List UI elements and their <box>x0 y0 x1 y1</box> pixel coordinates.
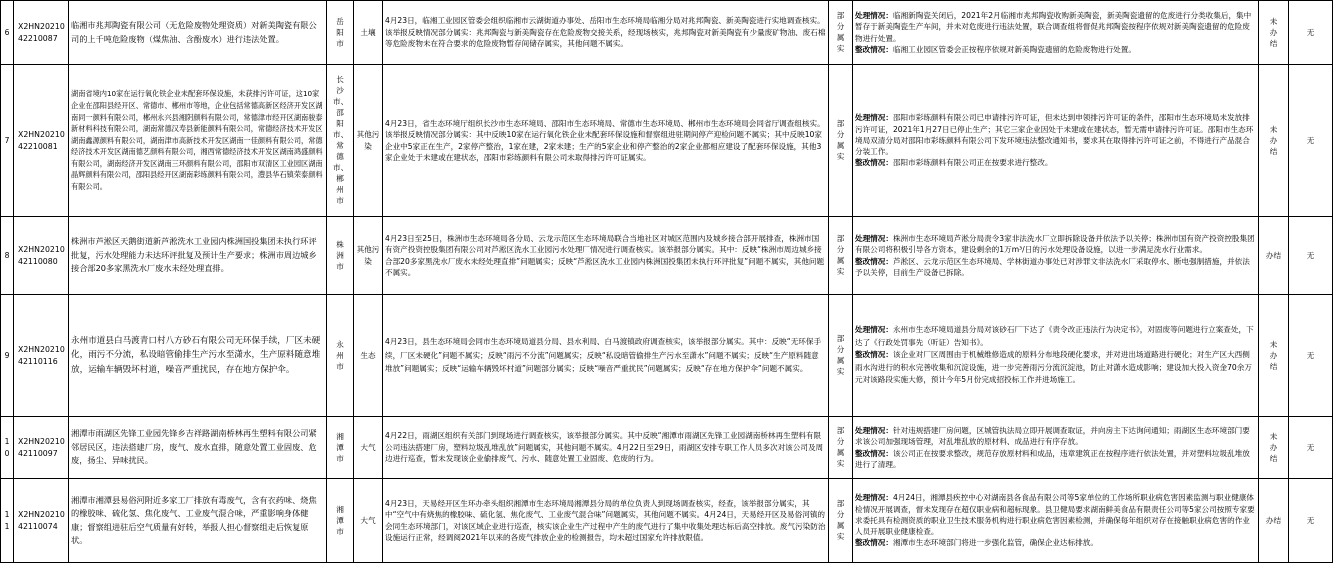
handling-label: 处理情况： <box>855 234 893 244</box>
table-row <box>1 217 1333 295</box>
problem-text: 株洲市芦淞区天鹅街道新芦淞洗水工业园内株洲国投集团未执行环评批复，污水处理能力未达环评批复及预计生产要求；株洲市周边城乡接合部20多家黑洗水厂废水未经处理直排。 <box>69 217 327 295</box>
rectify-text: 邵阳市彩练颜料有限公司正在按要求进行整改。 <box>892 158 1053 168</box>
status-text: 未办结 <box>1269 431 1278 463</box>
pollution-category: 大气 <box>354 479 383 563</box>
location-text: 岳阳市 <box>336 16 344 48</box>
verdict <box>829 217 853 295</box>
verdict-text: 部分属实 <box>836 234 845 277</box>
problem-text: 临湘市兆邦陶瓷有限公司（无危险废物处理资质）对新美陶瓷有限公司的上千吨危险废物（煤焦油、含酚废水）进行违法处置。 <box>69 1 327 65</box>
rectify-label: 整改情况： <box>855 448 893 458</box>
handling-cell <box>853 479 1259 563</box>
rectify-label: 整改情况： <box>855 44 893 54</box>
row-number: 11 <box>1 479 14 563</box>
accountability: 无 <box>1289 479 1333 563</box>
investigation-text: 4月23日，天易经开区生环办牵头组织湘潭市生态环境局湘潭县分局的单位负责人到现场调查核实，经查，该举报部分属实，其中“空气中有烧焦的橡胶味、硫化氢、焦化废气、工业废气混合味”问题属实，其他问题不属实。4月24日，天易经开区及易俗河镇的会同生态环境部门，对该区域企业进行巡查，核实该企业生产过程中产生的废气进行了集中收集处理达标后高空排放。废气污染防治设施运行正常，经调阅2021年以来的各废气排放企业的检测报告，均未超过国家允许排放限值。 <box>383 479 829 563</box>
status: 办结 <box>1259 217 1289 295</box>
location-text: 株洲市 <box>336 239 344 271</box>
table-row <box>1 417 1333 479</box>
rectify-label: 整改情况： <box>855 538 893 548</box>
verdict <box>829 417 853 479</box>
row-number: 6 <box>1 1 14 65</box>
location <box>327 295 354 417</box>
verdict-text: 部分属实 <box>836 11 845 54</box>
table-row <box>1 295 1333 417</box>
case-id: X2HN2021042210081 <box>14 65 69 217</box>
handling-text: 株洲市生态环境局芦淞分局责令3家非法洗水厂立即拆除设备并依法予以关停；株洲市国有资产投资控股集团有限公司将积极引导各方资本，建设剩余的1万m³/日的污水处理设备设施，以进一步满足洗水行业需求。 <box>855 234 1255 255</box>
location <box>327 65 354 217</box>
handling-label: 处理情况： <box>855 11 893 21</box>
rectify-text: 芦淞区、云龙示范区生态环境局、学林街道办事处已对涉罪文非法洗水厂采取停水、断电强制措施，并依法予以关停，目前生产设备已拆除。 <box>855 256 1250 277</box>
handling-label: 处理情况： <box>855 113 893 123</box>
investigation-text: 4月23日至25日，株洲市生态环境局各分局、云龙示范区生态环境局联合当地社区对城区范围内及城乡接合部开展排查，株洲市国有资产投资控股集团有限公司对芦淞区洗水工业园污水处理厂情况进行调查核实。该举报部分属实。其中：反映“株洲市周边城乡接合部20多家黑洗水厂废水未经处理直排”问题属实；反映“芦淞区洗水工业园内株洲国投集团未执行环评批复”问题不属实，其他问题不属实。 <box>383 217 829 295</box>
rectify-label: 整改情况： <box>855 158 893 168</box>
pollution-category: 土壤 <box>354 1 383 65</box>
status-text: 未办结 <box>1269 339 1278 371</box>
verdict-text: 部分属实 <box>836 119 845 162</box>
investigation-text: 4月23日，临湘工业园区管委会组织临湘市云湖街道办事处、岳阳市生态环境局临湘分局对兆邦陶瓷、新美陶瓷进行实地调查核实。该举报反映情况部分属实：兆邦陶瓷与新美陶瓷存在危险废物交接关系，经现场核实，兆邦陶瓷对新美陶瓷有少量废矿物油、废石棉等危险废物未在符合要求的危险废物暂存间储存属实，其他问题不属实。 <box>383 1 829 65</box>
status-text: 未办结 <box>1269 124 1278 156</box>
location <box>327 217 354 295</box>
table-row <box>1 65 1333 217</box>
case-id: X2HN2021042110080 <box>14 217 69 295</box>
handling-cell <box>853 1 1259 65</box>
verdict-text: 部分属实 <box>836 426 845 469</box>
rectify-text: 该公司正在按要求整改，规范存放原材料和成品，违章建筑正在按程序进行依法处置，并对塑料垃圾乱堆放进行了清理。 <box>855 448 1250 469</box>
location <box>327 417 354 479</box>
row-number: 8 <box>1 217 14 295</box>
status <box>1259 1 1289 65</box>
verdict <box>829 65 853 217</box>
rectify-text: 临湘工业园区管委会正按程序依规对新美陶瓷遗留的危险废物进行处置。 <box>892 44 1136 54</box>
investigation-text: 4月23日，省生态环境厅组织长沙市生态环境局、邵阳市生态环境局、常德市生态环境局、郴州市生态环境局会同省厅调查组核实。该举报反映情况部分属实：其中反映10家在运行氧化铁企业未配套环保设施和督察组进驻期间停产迎检问题不属实；其中反映10家企业中5家正在生产，2家停产整治，1家在建，2家未建；生产的5家企业和停产整治的2家企业都相应建设了配套环保设施，其他3家企业处于未建或在建状态，邵阳市彩练颜料有限公司未取得排污许可证属实。 <box>383 65 829 217</box>
location-text: 永州市 <box>336 339 344 371</box>
problem-text: 湖南省境内10家在运行氧化铁企业未配套环保设施，未获排污许可证，这10家企业在邵阳县经开区、常德市、郴州市等地，企业包括常德高新区经济开发区湖南同一颜料有限公司，郴州永兴县湘阴颜料有限公司，常德津市经开区湖南骏泰新材料科技有限公司，湖南常德汉寿县新能颜料有限公司，常德经济技术开发区湖南鑫源颜料有限公司，湖南津市高新技术开发区湖南一佳颜料有限公司，常德经济技术开发区湖南德艺颜料有限公司，湘西常德经济技术开发区湖南鸿盛颜料有限公司，湖南经济开发区湖南三环颜料有限公司，邵阳市双清区工业园区湖南晶辉颜料有限公司，邵阳县经开区湖南彩练颜料有限公司，澧县华石镇荣泰颜料有限公司。 <box>69 65 327 217</box>
verdict <box>829 1 853 65</box>
rectify-label: 整改情况： <box>855 350 893 360</box>
pollution-category: 其他污染 <box>354 65 383 217</box>
accountability: 无 <box>1289 217 1333 295</box>
pollution-category: 其他污染 <box>354 217 383 295</box>
verdict-text: 部分属实 <box>836 334 845 377</box>
table-row <box>1 479 1333 563</box>
location-text: 湘潭市 <box>336 504 344 536</box>
row-number: 10 <box>1 417 14 479</box>
status: 办结 <box>1259 479 1289 563</box>
status <box>1259 295 1289 417</box>
handling-text: 临湘新陶瓷关闭后，2021年2月临湘市兆邦陶瓷收购新美陶瓷，新美陶瓷遗留的危废进行分类收集后，集中暂存于新美陶瓷生产车间，并未对危废进行违法处置，联合调查组将督促兆邦陶瓷按程序依规对新美陶瓷遗留的危险废物进行处置。 <box>855 11 1252 43</box>
accountability: 无 <box>1289 65 1333 217</box>
handling-label: 处理情况： <box>855 325 893 335</box>
problem-text: 湘潭市雨湖区先锋工业园先锋乡吉祥路湖南桥林再生塑料有限公司紧邻居民区，违法搭建厂房，废气、废水直排，随意处置工业固废、危废，扬尘、异味扰民。 <box>69 417 327 479</box>
table-row <box>1 1 1333 65</box>
problem-text: 湘潭市湘潭县易俗河附近多家工厂排放有毒废气，含有衣药味、烧焦的橡胶味、硫化氢、焦化废气、工业废气混合味，严重影响身体健康；督察组进驻后空气质量有好转，举报人担心督察组走后恢复原状。 <box>69 479 327 563</box>
handling-cell <box>853 217 1259 295</box>
case-id: X2HN2021042110074 <box>14 479 69 563</box>
handling-cell <box>853 295 1259 417</box>
accountability: 无 <box>1289 417 1333 479</box>
pollution-category: 生态 <box>354 295 383 417</box>
case-id: X2HN2021042110116 <box>14 295 69 417</box>
case-id: X2HN2021042110097 <box>14 417 69 479</box>
status <box>1259 65 1289 217</box>
handling-text: 邵阳市彩练颜料有限公司已申请排污许可证，但未达到申领排污许可证的条件，邵阳市生态环境局未发放排污许可证，2021年1月27日已停止生产；其它三家企业因处于未建或在建状态，暂无需申请排污许可证。邵阳市生态环境局双清分局对邵阳市彩练颜料有限公司下发环境违法整改通知书，要求其在取得排污许可证之前，不得进行产品混合分装工作。 <box>855 113 1254 157</box>
verdict <box>829 295 853 417</box>
pollution-category: 大气 <box>354 417 383 479</box>
handling-cell <box>853 417 1259 479</box>
location-text: 湘潭市 <box>336 431 344 463</box>
location <box>327 479 354 563</box>
handling-label: 处理情况： <box>855 426 893 436</box>
handling-text: 4月24日，湘潭县疾控中心对湖南县各食品有限公司等5家单位的工作场所职业病危害因素监测与职业健康体检情况开展调查，督未发现存在超仅职业病和超标现象。县卫健局要求湖南鲜美食品有限责任公司等5家公司按照专家要求委托具有检测资质的职业卫生技术服务机构进行职业病危害因素检测，并确保每年组织对存在接触职业病危害的作业人员开展职业健康检查。 <box>855 493 1255 537</box>
investigation-text: 4月23日，县生态环境局会同市生态环境局道县分局、县水利局、白马渡镇政府调查核实，该举报部分属实。其中：反映“无环保手续，厂区未硬化”问题不属实；反映“雨污不分流”问题属实；反映“私设暗管偷排生产污水至潇水”问题不属实；反映“生产原料随意堆放”问题属实；反映“运输车辆毁坏村道”问题部分属实；反映“噪音严重扰民”问题属实；反映“存在地方保护伞”问题不属实。 <box>383 295 829 417</box>
location-text: 长沙市、邵阳市、常德市、郴州市 <box>333 75 349 206</box>
verdict <box>829 479 853 563</box>
status-text: 未办结 <box>1269 16 1278 48</box>
handling-label: 处理情况： <box>855 493 893 503</box>
handling-text: 永州市生态环境局道县分局对该砂石厂下达了《责令改正违法行为决定书》，对固废等问题进行立案查处，下达了《行政处罚事先（听证）告知书》。 <box>855 325 1254 347</box>
row-number: 9 <box>1 295 14 417</box>
rectify-text: 该企业对厂区周围由于机械维修造成的原料分布地段硬化要求，并对进出场道路进行硬化；对生产区大西侧雨水沟进行的积水完善收集和沉淀设施，进一步完善雨污分流沉淀池，防止对潇水造成影响；建设加大投入资金70余万元对该路段实施大修，预计今年5月份完成招投标工作并进场施工。 <box>855 350 1252 385</box>
handling-text: 针对违规搭建厂房问题，区城管执法局立即开展调查取证，并向房主下达询问通知；雨湖区生态环境部门要求该公司加强现场管理，对乱堆乱放的原材料、成品进行有序存放。 <box>855 426 1250 447</box>
status <box>1259 417 1289 479</box>
verdict-text: 部分属实 <box>836 499 845 542</box>
handling-cell <box>853 65 1259 217</box>
case-id: X2HN2021042210087 <box>14 1 69 65</box>
rectify-text: 湘潭市生态环境部门将进一步强化监管，确保企业达标排放。 <box>892 538 1098 548</box>
location <box>327 1 354 65</box>
investigation-text: 4月22日，雨湖区组织有关部门到现场进行调查核实，该举报部分属实。其中反映“湘潭市雨湖区先锋工业园湖南桥林再生塑料有限公司违法搭建厂房，塑料垃圾乱堆乱放”问题属实，其他问题不属实。4月22日至29日，雨湖区安排专职工作人员多次对该公司及周边进行巡查，暂未发现该企业偷排废气、污水、随意处置工业固废、危废的行为。 <box>383 417 829 479</box>
rectify-label: 整改情况： <box>855 256 893 266</box>
accountability: 无 <box>1289 295 1333 417</box>
row-number: 7 <box>1 65 14 217</box>
accountability: 无 <box>1289 1 1333 65</box>
problem-text: 永州市道县白马渡青口村八方砂石有限公司无环保手续，厂区未硬化，雨污不分流，私设暗管偷排生产污水至潇水，生产原料随意堆放，运输车辆毁坏村道，噪音严重扰民，存在地方保护伞。 <box>69 295 327 417</box>
